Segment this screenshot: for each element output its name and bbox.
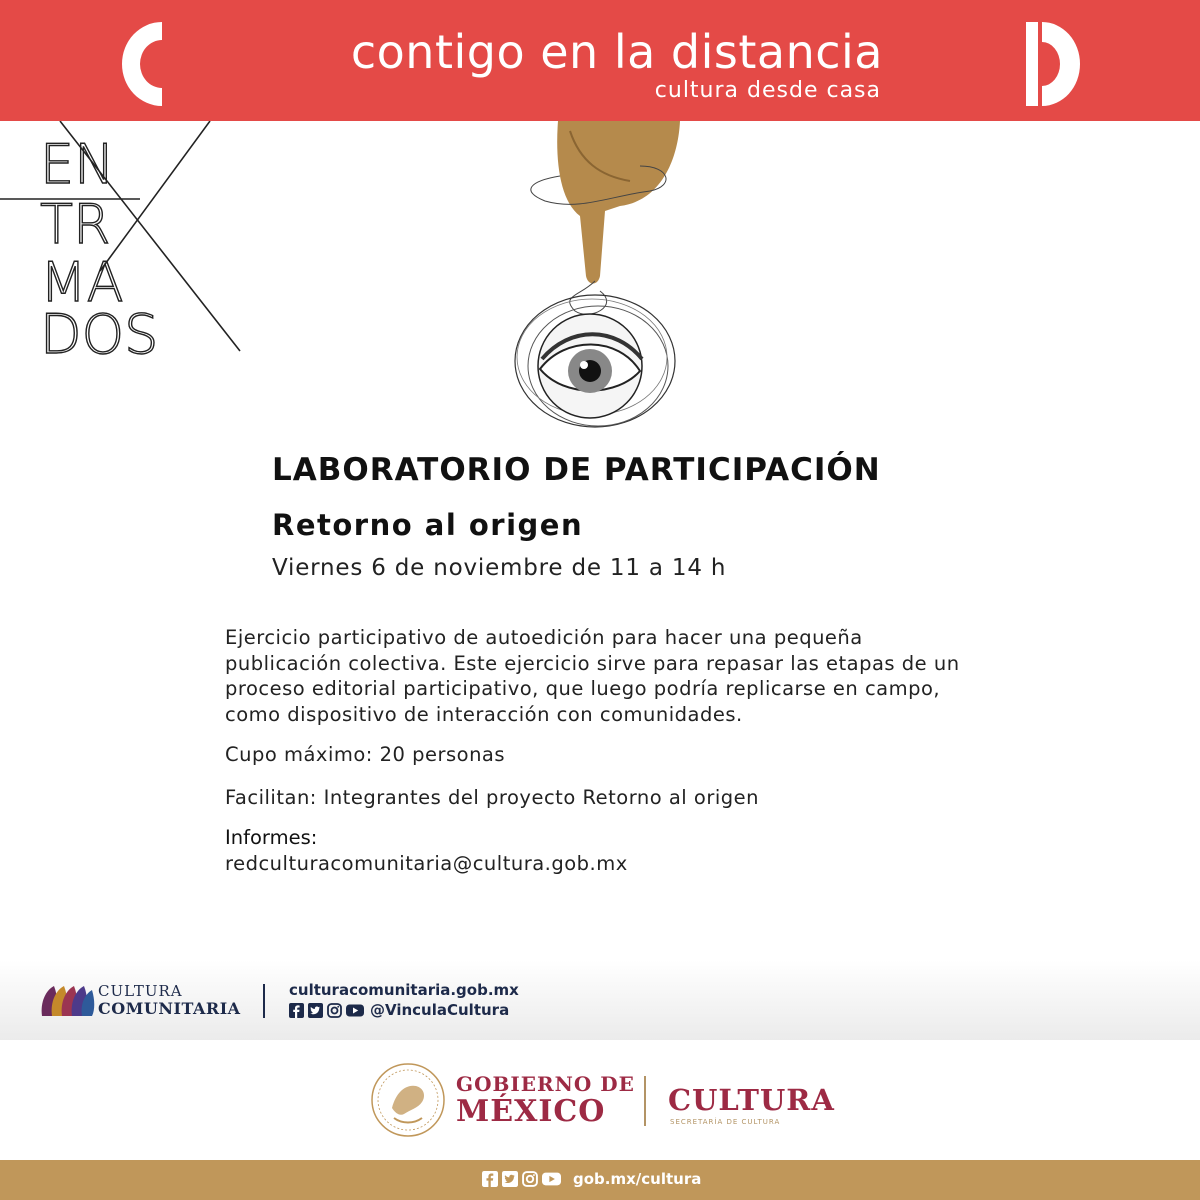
- youtube-icon[interactable]: [542, 1171, 561, 1187]
- cultura-comunitaria-url[interactable]: culturacomunitaria.gob.mx: [289, 981, 519, 999]
- cultura-comunitaria-line1: CULTURA: [98, 982, 183, 1000]
- twitter-icon[interactable]: [308, 1003, 323, 1018]
- instagram-icon[interactable]: [522, 1171, 538, 1187]
- hand-eye-illustration: [500, 121, 700, 431]
- entramados-dos: DOS: [40, 303, 159, 361]
- social-handle[interactable]: @VinculaCultura: [370, 1001, 510, 1019]
- event-title: LABORATORIO DE PARTICIPACIÓN: [272, 452, 881, 488]
- event-facilitators: Facilitan: Integrantes del proyecto Retorno al origen: [225, 786, 760, 809]
- cultura-logo-text: CULTURA: [668, 1083, 835, 1117]
- cultura-comunitaria-line2: COMUNITARIA: [98, 999, 241, 1018]
- facebook-icon[interactable]: [289, 1003, 304, 1018]
- event-date: Viernes 6 de noviembre de 11 a 14 h: [272, 555, 727, 581]
- event-subtitle: Retorno al origen: [272, 508, 584, 542]
- facebook-icon[interactable]: [482, 1171, 498, 1187]
- header-title: contigo en la distancia: [350, 25, 883, 79]
- gobierno-line1: GOBIERNO DE: [456, 1072, 635, 1096]
- event-description: Ejercicio participativo de autoedición para hacer una pequeña publicación colectiva. Este ejercicio sirve para repasar las etapas de un proceso editorial participativo, que luego podría replicarse en campo, como dispositivo de interacción con comunidades.: [225, 626, 960, 726]
- social-row: [289, 1001, 509, 1019]
- entramados-logo: [0, 121, 250, 361]
- info-email[interactable]: redculturacomunitaria@cultura.gob.mx: [225, 852, 628, 875]
- header-subtitle: cultura desde casa: [654, 78, 881, 103]
- footer-divider: [263, 984, 265, 1018]
- mexico-seal-icon: [370, 1062, 446, 1138]
- event-capacity: Cupo máximo: 20 personas: [225, 743, 506, 766]
- gob-cultura-url[interactable]: gob.mx/cultura: [573, 1170, 702, 1188]
- info-label: Informes:: [225, 826, 318, 849]
- bottom-social-row: [482, 1170, 701, 1188]
- c-logo-icon: [118, 18, 166, 110]
- youtube-icon[interactable]: [346, 1003, 364, 1018]
- d-logo-icon: [1024, 18, 1082, 110]
- twitter-icon[interactable]: [502, 1171, 518, 1187]
- entramados-ma: MA: [40, 251, 124, 314]
- gobierno-line2: MÉXICO: [456, 1094, 606, 1129]
- cultura-comunitaria-logo-icon: [40, 982, 96, 1018]
- entramados-tr: TR: [40, 193, 111, 256]
- instagram-icon[interactable]: [327, 1003, 342, 1018]
- gobierno-divider: [644, 1076, 646, 1126]
- secretaria-label: SECRETARÍA DE CULTURA: [670, 1118, 781, 1126]
- header-banner: [0, 0, 1200, 121]
- entramados-en: EN: [40, 133, 115, 196]
